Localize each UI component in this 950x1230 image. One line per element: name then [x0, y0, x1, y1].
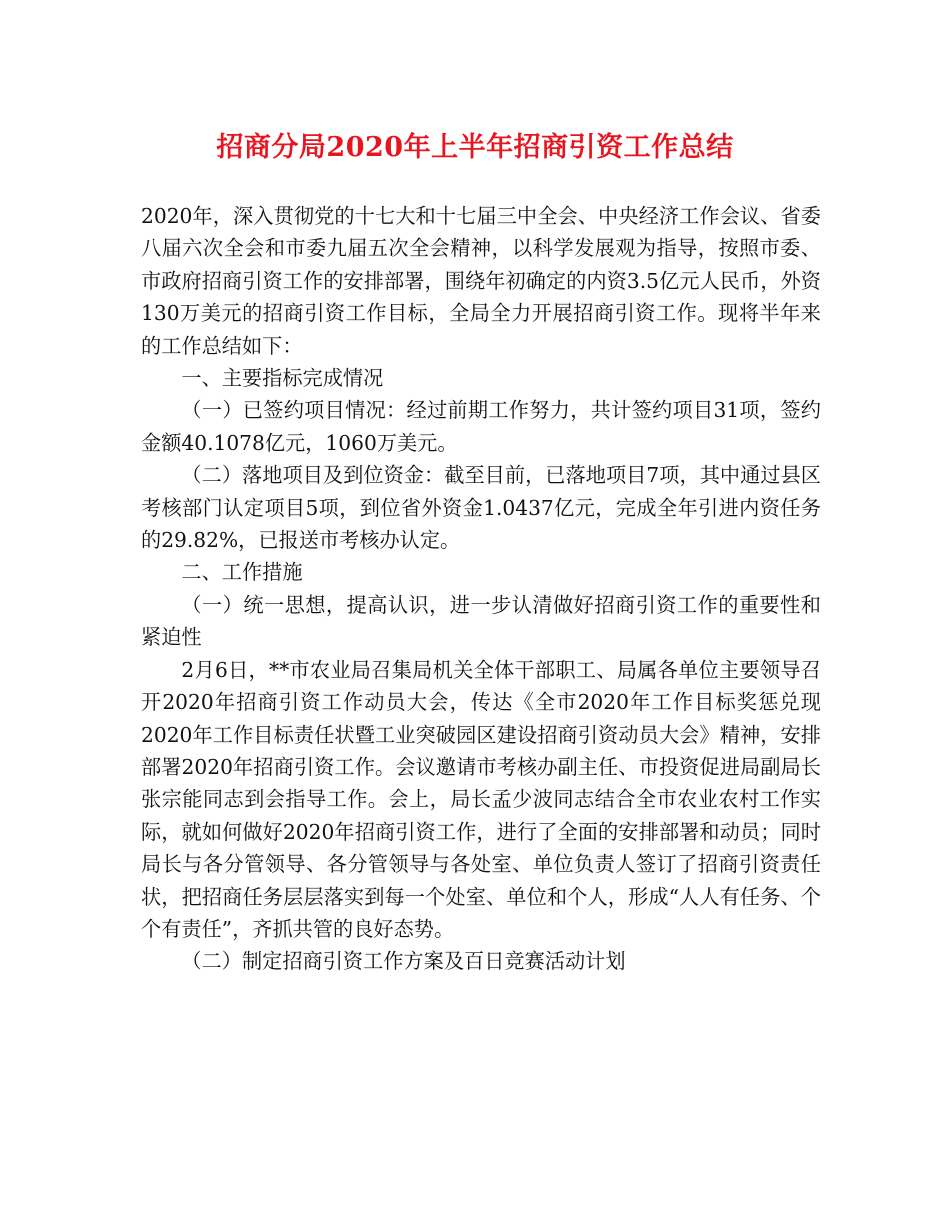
section-heading-measures: 二、工作措施 — [181, 560, 303, 585]
paragraph-signed-projects: （一）已签约项目情况：经过前期工作努力，共计签约项目31项，签约金额40.1078亿元，1060万美元。 — [141, 398, 821, 455]
document-title: 招商分局2020年上半年招商引资工作总结 — [216, 132, 734, 163]
document-body — [141, 200, 821, 978]
subheading-unify-thinking: （一）统一思想，提高认识，进一步认清做好招商引资工作的重要性和紧迫性 — [141, 592, 821, 650]
paragraph-mobilization-meeting: 2月6日，**市农业局召集局机关全体干部职工、局属各单位主要领导召开2020年招商引资工作动员大会，传达《全市2020年工作目标奖惩兑现2020年工作目标责任状暨工业突破园区建设招商引资动员大会》精神，安排部署2020年招商引资工作。会议邀请市考核办副主任、市投资促进局副局长张宗能同志到会指导工作。会上，局长孟少波同志结合全市农业农村工作实际，就如何做好2020年招商引资工作，进行了全面的安排部署和动员；同时局长与各分管领导、各分管领导与各处室、单位负责人签订了招商引资责任状，把招商任务层层落实到每一个处室、单位和个人，形成“人人有任务、个个有责任”，齐抓共管的良好态势。 — [141, 657, 821, 941]
subheading-work-plan: （二）制定招商引资工作方案及百日竞赛活动计划 — [181, 949, 626, 974]
paragraph-landed-projects: （二）落地项目及到位资金：截至目前，已落地项目7项，其中通过县区考核部门认定项目5项，到位省外资金1.0437亿元，完成全年引进内资任务的29.82%，已报送市考核办认定。 — [141, 463, 821, 553]
section-heading-indicators: 一、主要指标完成情况 — [181, 366, 384, 391]
paragraph-intro: 2020年，深入贯彻党的十七大和十七届三中全会、中央经济工作会议、省委八届六次全会和市委九届五次全会精神，以科学发展观为指导，按照市委、市政府招商引资工作的安排部署，围绕年初确定的内资3.5亿元人民币，外资130万美元的招商引资工作目标，全局全力开展招商引资工作。现将半年来的工作总结如下： — [141, 204, 821, 358]
